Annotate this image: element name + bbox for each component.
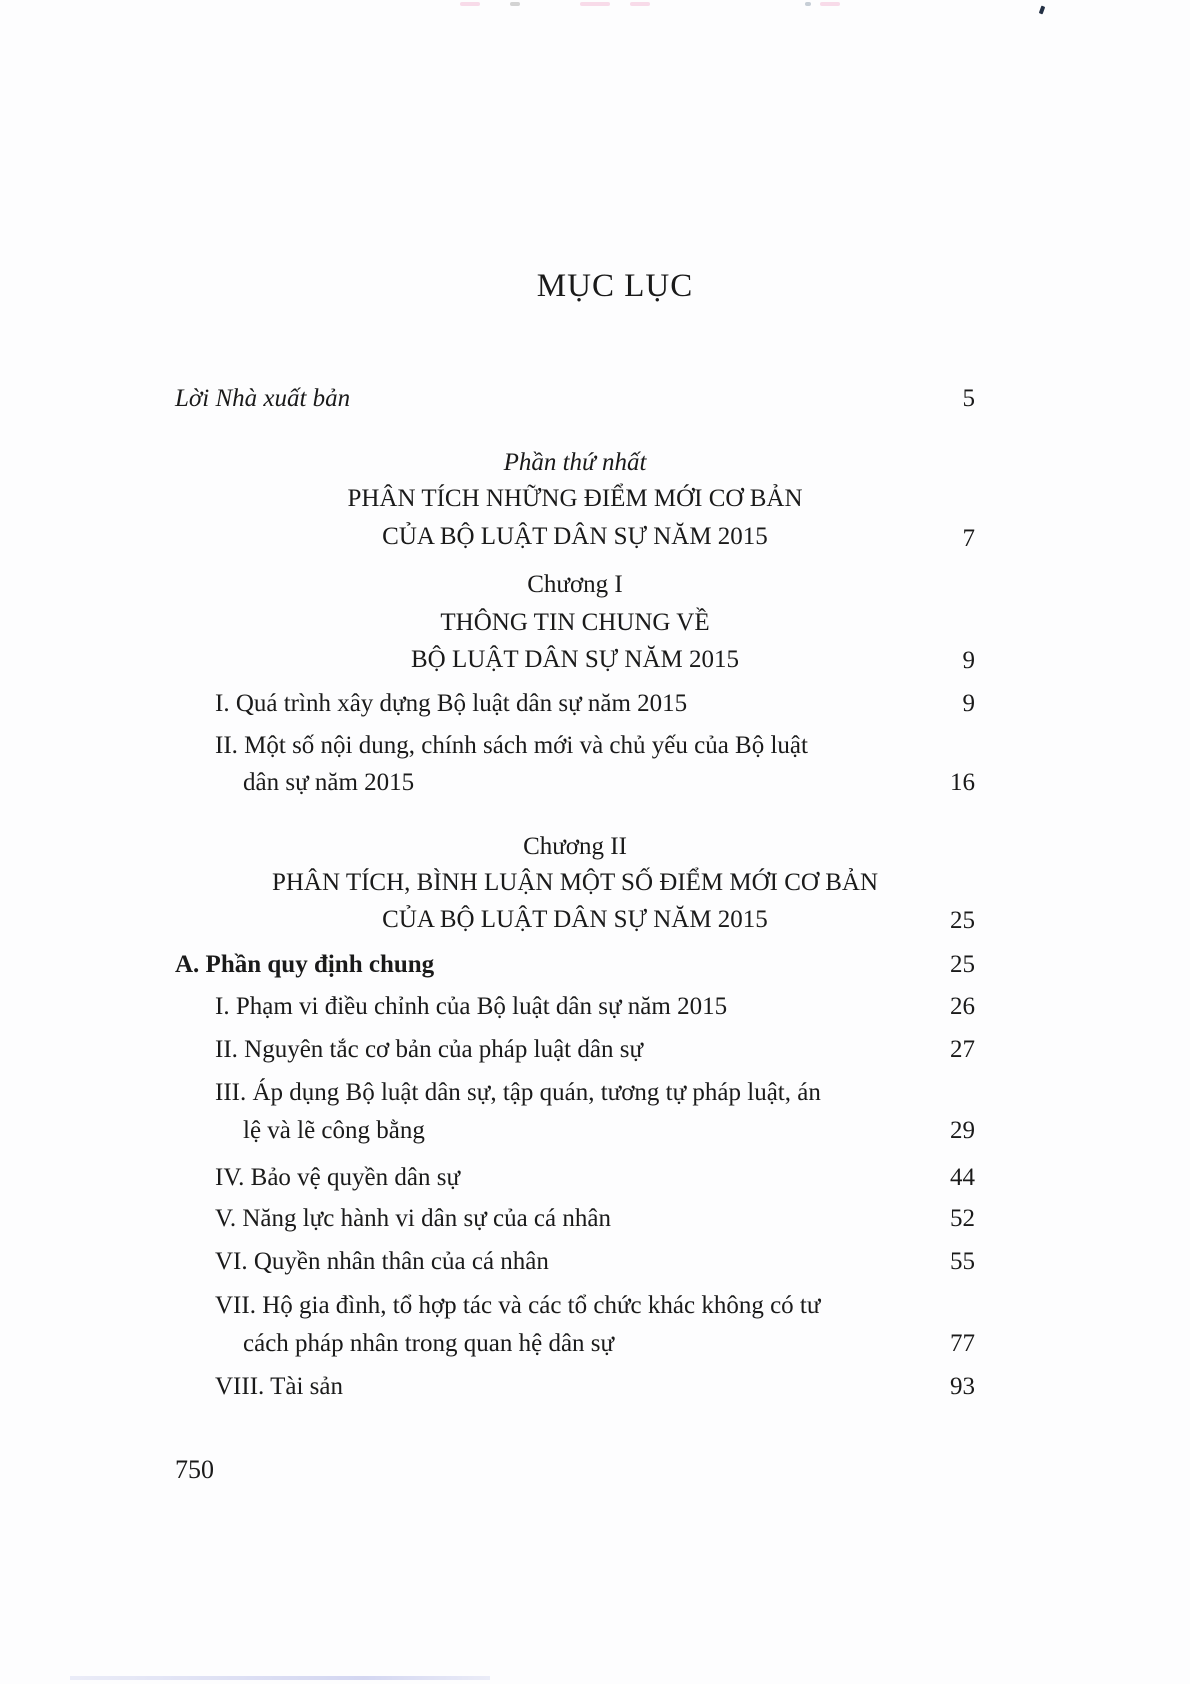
toc-item: V. Năng lực hành vi dân sự của cá nhân (215, 1205, 611, 1232)
page-number: 77 (950, 1330, 975, 1357)
page-number: 93 (950, 1373, 975, 1400)
toc-item: III. Áp dụng Bộ luật dân sự, tập quán, tương tự pháp luật, án (215, 1079, 821, 1106)
toc-item-continuation: lệ và lẽ công bằng (243, 1117, 425, 1144)
page-number: 26 (950, 993, 975, 1020)
page-number: 7 (962, 525, 975, 552)
page-number: 52 (950, 1205, 975, 1232)
scan-mark (1039, 6, 1045, 15)
toc-item: II. Nguyên tắc cơ bản của pháp luật dân sự (215, 1036, 644, 1063)
page-title-text: MỤC LỤC (536, 268, 694, 304)
part-heading-line1: PHÂN TÍCH NHỮNG ĐIỂM MỚI CƠ BẢN (347, 485, 803, 512)
page-number: 9 (962, 690, 975, 717)
chapter-kicker: Chương II (523, 833, 627, 860)
toc-item: II. Một số nội dung, chính sách mới và chủ yếu của Bộ luật (215, 732, 808, 759)
toc-item: I. Quá trình xây dựng Bộ luật dân sự năm 2015 (215, 690, 688, 717)
page-title (0, 268, 1190, 305)
toc-item-continuation: cách pháp nhân trong quan hệ dân sự (243, 1330, 615, 1357)
part-heading-line2: CỦA BỘ LUẬT DÂN SỰ NĂM 2015 (382, 523, 768, 550)
footer-page-number: 750 (175, 1455, 214, 1484)
chapter-heading-line2: BỘ LUẬT DÂN SỰ NĂM 2015 (411, 646, 739, 673)
page-number: 44 (950, 1164, 975, 1191)
scan-artifact-top (430, 0, 1030, 10)
chapter-heading-line1: THÔNG TIN CHUNG VỀ (440, 609, 710, 636)
toc-item: I. Phạm vi điều chỉnh của Bộ luật dân sự năm 2015 (215, 993, 728, 1020)
toc-item: IV. Bảo vệ quyền dân sự (215, 1164, 460, 1191)
toc-item: VII. Hộ gia đình, tổ hợp tác và các tổ chức khác không có tư (215, 1292, 821, 1319)
scan-artifact-bottom (70, 1676, 490, 1680)
page-number: 55 (950, 1248, 975, 1275)
page-number: 25 (950, 951, 975, 978)
part-kicker: Phần thứ nhất (503, 449, 647, 476)
chapter-kicker: Chương I (527, 571, 623, 598)
chapter-heading-line1: PHÂN TÍCH, BÌNH LUẬN MỘT SỐ ĐIỂM MỚI CƠ BẢN (271, 869, 879, 896)
toc-section-a: A. Phần quy định chung (175, 951, 435, 978)
chapter-heading-line2: CỦA BỘ LUẬT DÂN SỰ NĂM 2015 (382, 906, 768, 933)
toc-item: VI. Quyền nhân thân của cá nhân (215, 1248, 549, 1275)
page-number: 16 (950, 769, 975, 796)
toc-item: VIII. Tài sản (215, 1373, 343, 1400)
page-number: 25 (950, 907, 975, 934)
page-number: 9 (962, 647, 975, 674)
page-number: 29 (950, 1117, 975, 1144)
page-number: 27 (950, 1036, 975, 1063)
toc-item-continuation: dân sự năm 2015 (243, 769, 415, 796)
toc-entry-preface: Lời Nhà xuất bản (175, 385, 351, 412)
page-number: 5 (962, 385, 975, 412)
